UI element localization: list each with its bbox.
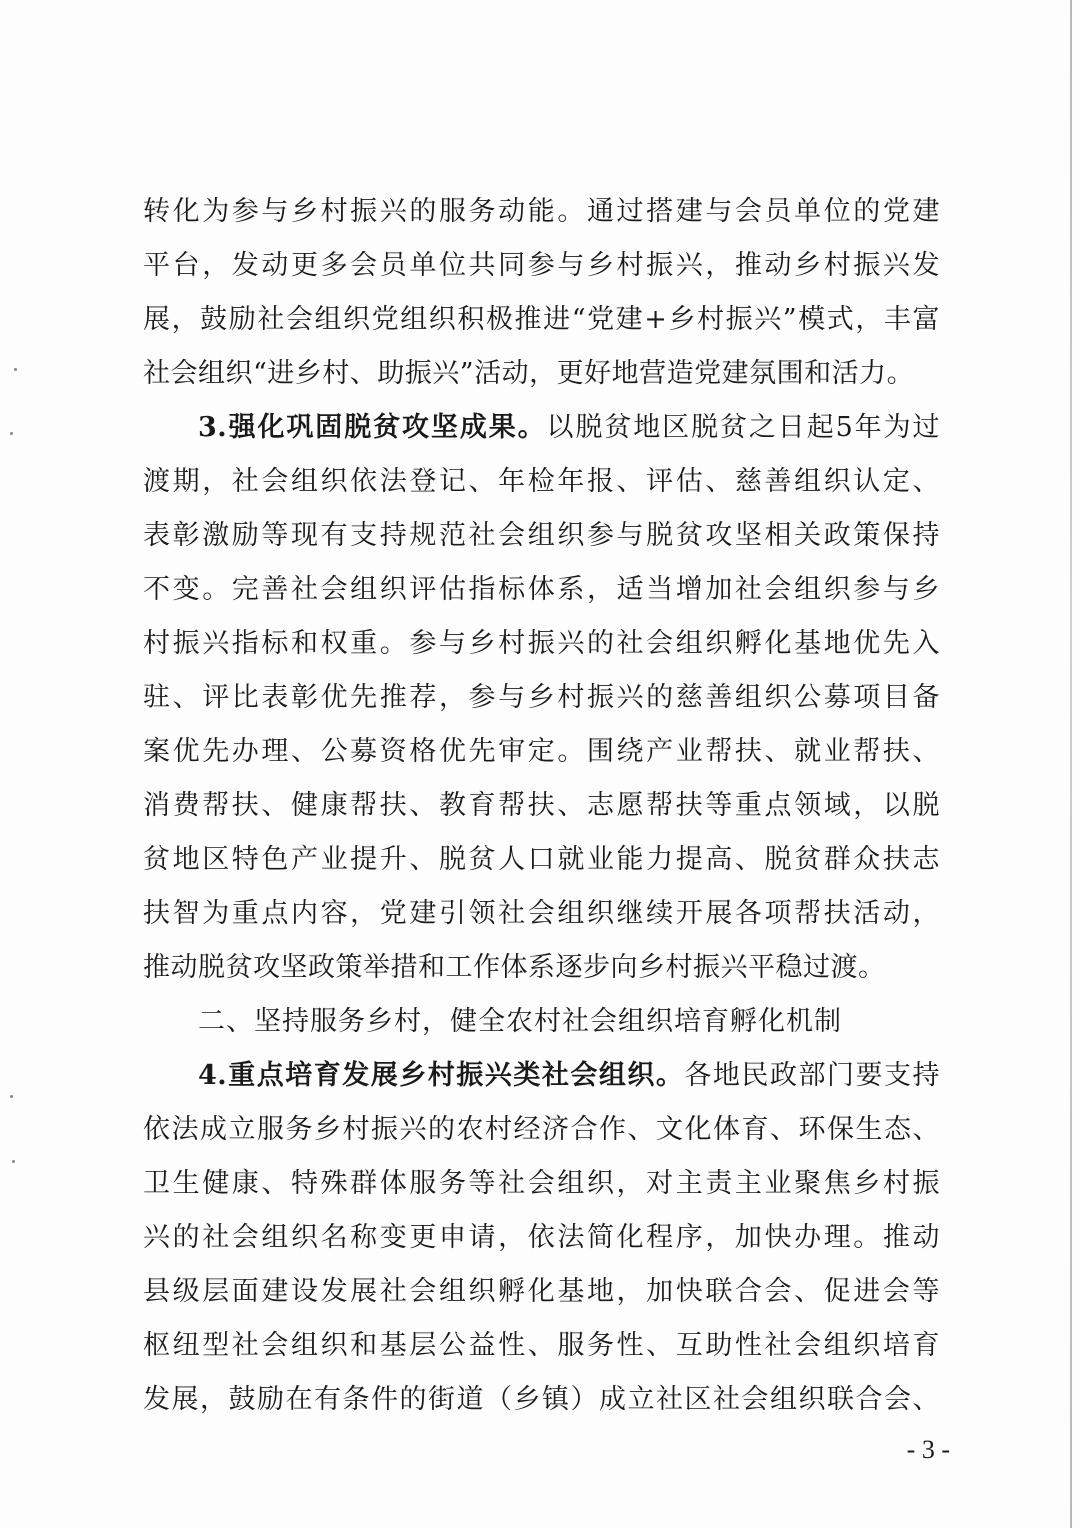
text-line: 发展，鼓励在有条件的街道（乡镇）成立社区社会组织联合会、	[143, 1384, 940, 1415]
text-line: 表彰激励等现有支持规范社会组织参与脱贫攻坚相关政策保持	[143, 520, 940, 551]
section-4-title: 4.重点培育发展乡村振兴类社会组织。	[198, 1060, 685, 1091]
section-4-first-line-text: 各地民政部门要支持	[684, 1060, 940, 1091]
text-line: 县级层面建设发展社会组织孵化基地，加快联合会、促进会等	[143, 1276, 940, 1307]
scan-speck	[10, 1095, 13, 1098]
section-3-title: 3.强化巩固脱贫攻坚成果。	[198, 412, 547, 443]
scan-speck	[12, 1160, 15, 1163]
scan-speck	[10, 432, 13, 435]
text-line: 枢纽型社会组织和基层公益性、服务性、互助性社会组织培育	[143, 1330, 940, 1361]
text-line: 案优先办理、公募资格优先审定。围绕产业帮扶、就业帮扶、	[143, 736, 940, 767]
scan-edge-line	[1070, 0, 1072, 1528]
text-line: 社会组织“进乡村、助振兴”活动，更好地营造党建氛围和活力。	[143, 358, 915, 389]
text-line: 驻、评比表彰优先推荐，参与乡村振兴的慈善组织公募项目备	[143, 682, 940, 713]
text-line: 消费帮扶、健康帮扶、教育帮扶、志愿帮扶等重点领域，以脱	[143, 790, 940, 821]
text-line: 卫生健康、特殊群体服务等社会组织，对主责主业聚焦乡村振	[143, 1168, 940, 1199]
scan-speck	[14, 368, 17, 371]
text-line: 展，鼓励社会组织党组织积极推进“党建+乡村振兴”模式，丰富	[143, 304, 940, 335]
text-line: 渡期，社会组织依法登记、年检年报、评估、慈善组织认定、	[143, 466, 940, 497]
text-line: 兴的社会组织名称变更申请，依法简化程序，加快办理。推动	[143, 1222, 940, 1253]
text-line: 依法成立服务乡村振兴的农村经济合作、文化体育、环保生态、	[143, 1114, 940, 1145]
section-4-first-line	[198, 1056, 940, 1096]
section-heading: 二、坚持服务乡村，健全农村社会组织培育孵化机制	[198, 1006, 842, 1037]
section-3-first-line-text: 以脱贫地区脱贫之日起5年为过	[546, 412, 940, 443]
text-line: 推动脱贫攻坚政策举措和工作体系逐步向乡村振兴平稳过渡。	[143, 952, 886, 983]
section-3-first-line	[198, 408, 940, 448]
text-line: 扶智为重点内容，党建引领社会组织继续开展各项帮扶活动，	[143, 898, 940, 929]
page-number: - 3 -	[906, 1435, 950, 1464]
text-line: 贫地区特色产业提升、脱贫人口就业能力提高、脱贫群众扶志	[143, 844, 940, 875]
text-line: 转化为参与乡村振兴的服务动能。通过搭建与会员单位的党建	[143, 196, 940, 227]
text-line: 平台，发动更多会员单位共同参与乡村振兴，推动乡村振兴发	[143, 250, 940, 281]
text-line: 村振兴指标和权重。参与乡村振兴的社会组织孵化基地优先入	[143, 628, 940, 659]
text-line: 不变。完善社会组织评估指标体系，适当增加社会组织参与乡	[143, 574, 940, 605]
